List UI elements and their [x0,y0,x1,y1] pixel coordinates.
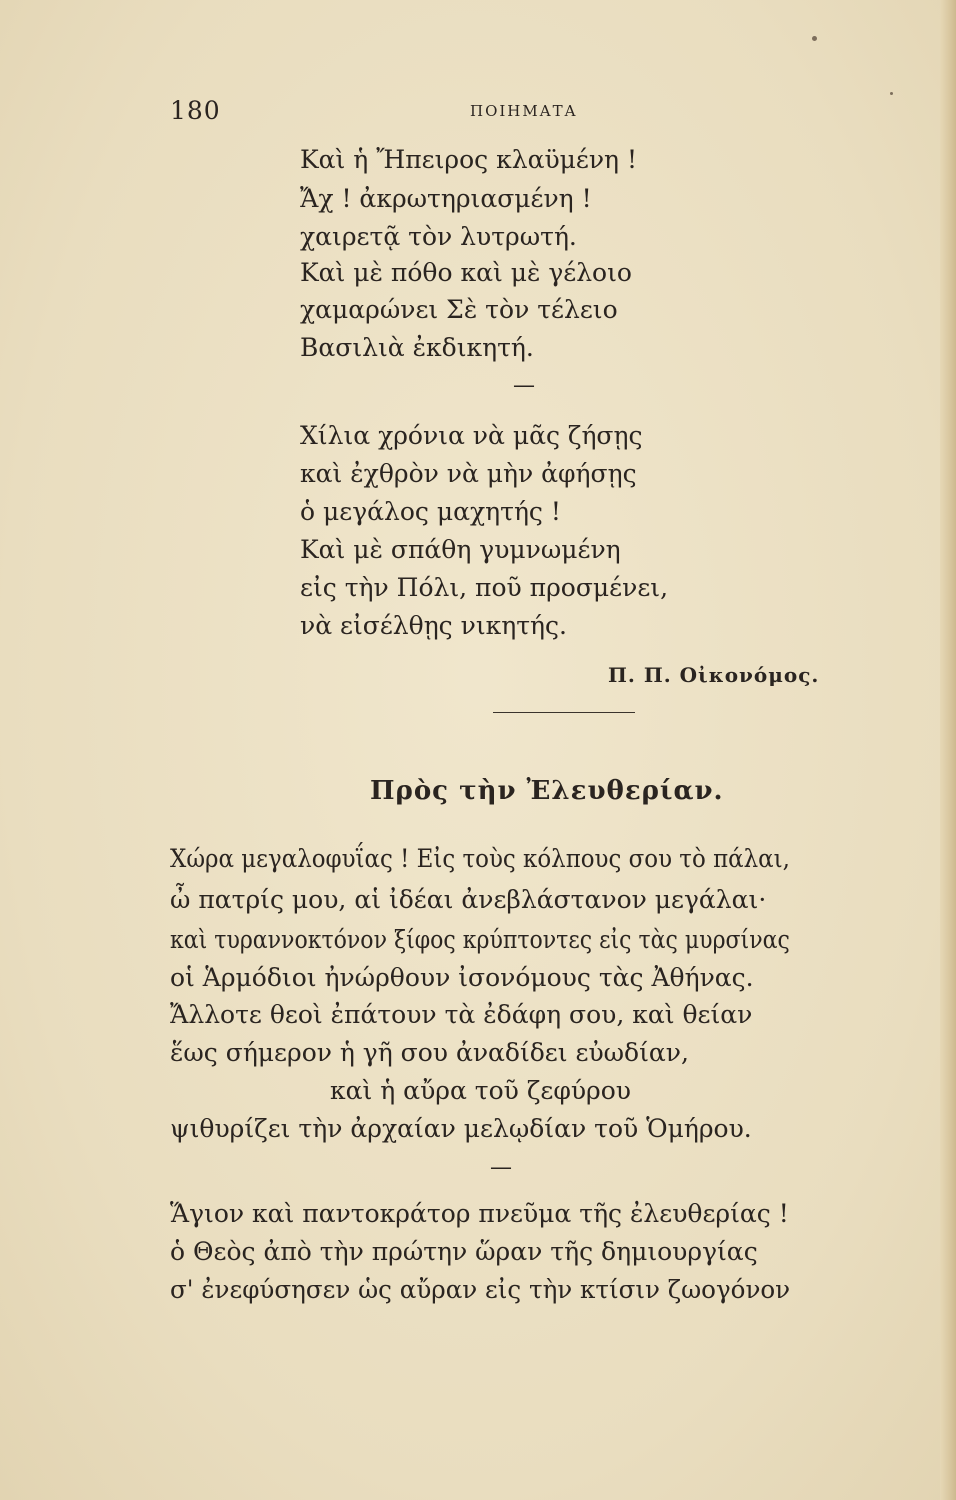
speck-mark [812,36,817,41]
verse-line: καὶ ἡ αὔρα τοῦ ζεφύρου [330,1076,631,1105]
page-number: 180 [170,96,221,125]
section-separator [493,712,635,713]
verse-line: νὰ εἰσέλθῃς νικητής. [300,611,567,640]
verse-line: οἱ Ἁρμόδιοι ἠνώρθουν ἰσονόμους τὰς Ἀθήνας. [170,963,754,992]
verse-line: Χώρα μεγαλοφυΐας ! Εἰς τοὺς κόλπους σου τὸ πάλαι, [170,844,790,873]
stanza-divider: — [513,373,535,398]
verse-line: Βασιλιὰ ἐκδικητή. [300,333,534,362]
author-signature: Π. Π. Οἰκονόμος. [608,663,820,687]
verse-line: Καὶ μὲ πόθο καὶ μὲ γέλοιο [300,258,632,287]
page-edge [940,0,956,1500]
verse-line: καὶ ἐχθρὸν νὰ μὴν ἀφήσῃς [300,459,637,488]
verse-line: ψιθυρίζει τὴν ἀρχαίαν μελῳδίαν τοῦ Ὁμήρου. [170,1114,752,1143]
verse-line: χαιρετᾷ τὸν λυτρωτή. [300,222,577,251]
page-header [170,96,790,132]
verse-line: Ἄχ ! ἀκρωτηριασμένη ! [300,184,592,213]
verse-line: σ' ἐνεφύσησεν ὡς αὔραν εἰς τὴν κτίσιν ζωογόνον [170,1275,791,1304]
verse-line: ἕως σήμερον ἡ γῆ σου ἀναδίδει εὐωδίαν, [170,1038,689,1067]
verse-line: ὁ Θεὸς ἀπὸ τὴν πρώτην ὥραν τῆς δημιουργίας [170,1237,758,1266]
stanza-divider: — [490,1155,512,1180]
verse-line: καὶ τυραννοκτόνον ξίφος κρύπτοντες εἰς τὰς μυρσίνας [170,925,790,954]
poem-title: Πρὸς τὴν Ἐλευθερίαν. [370,776,724,806]
verse-line: ὦ πατρίς μου, αἱ ἰδέαι ἀνεβλάστανον μεγάλαι· [170,885,767,914]
speck-mark [890,92,893,95]
verse-line: Χίλια χρόνια νὰ μᾶς ζήσῃς [300,421,643,450]
verse-line: ὁ μεγάλος μαχητής ! [300,497,561,526]
verse-line: εἰς τὴν Πόλι, ποῦ προσμένει, [300,573,669,602]
verse-line: χαμαρώνει Σὲ τὸν τέλειο [300,295,618,324]
verse-line: Καὶ ἡ Ἤπειρος κλαϋμένη ! [300,145,638,174]
running-title: ΠΟΙΗΜΑΤΑ [470,102,578,120]
verse-line: Καὶ μὲ σπάθη γυμνωμένη [300,535,621,564]
verse-line: Ἄλλοτε θεοὶ ἐπάτουν τὰ ἐδάφη σου, καὶ θείαν [170,1000,753,1029]
verse-line: Ἅγιον καὶ παντοκράτορ πνεῦμα τῆς ἐλευθερίας ! [170,1199,789,1228]
